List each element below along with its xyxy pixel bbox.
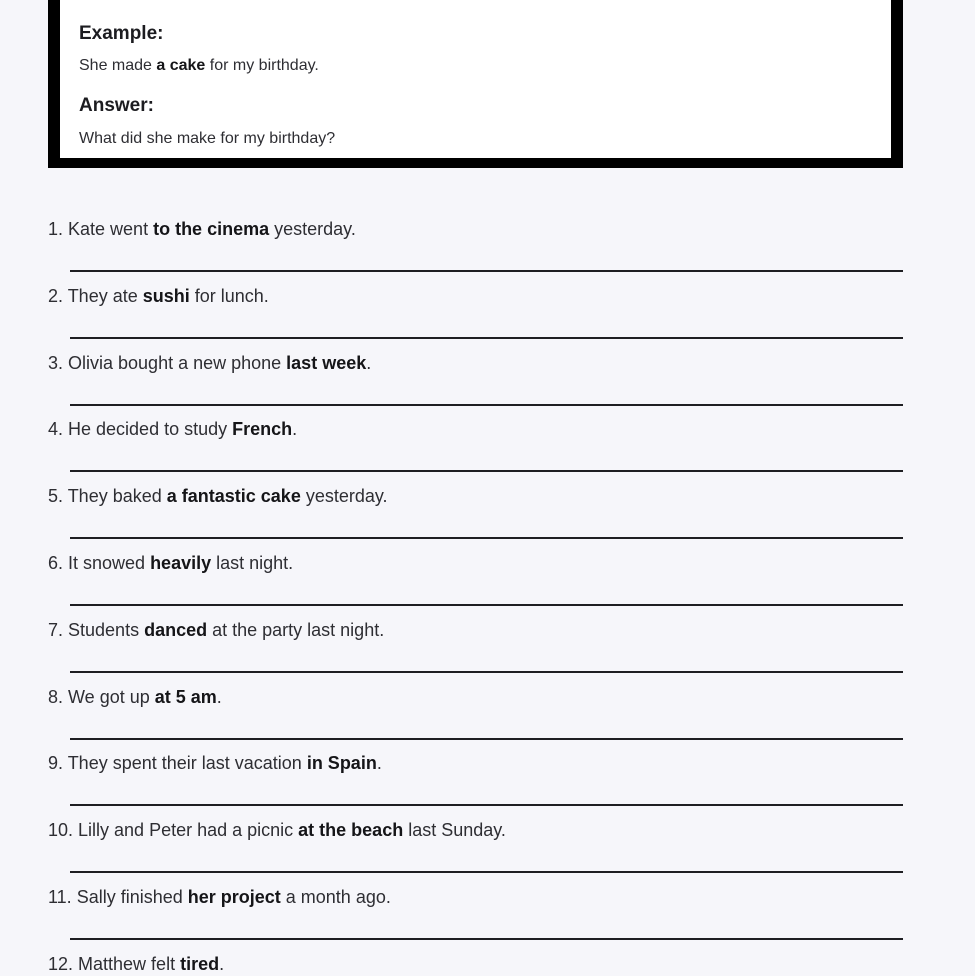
bold-phrase: at the beach — [298, 820, 404, 840]
question-1 — [48, 218, 356, 240]
question-text — [68, 553, 293, 573]
text-segment: We got up — [68, 687, 155, 707]
answer-line-4[interactable] — [70, 470, 903, 472]
question-text — [78, 954, 224, 974]
question-number: 4. — [48, 419, 69, 439]
question-2 — [48, 285, 269, 307]
example-heading: Example: — [79, 23, 164, 44]
text-segment: He decided to study — [68, 419, 233, 439]
text-segment: . — [366, 353, 372, 373]
text-segment: Students — [68, 620, 145, 640]
text-segment: . — [216, 687, 222, 707]
bold-phrase: at 5 am — [154, 687, 217, 707]
text-segment: at the party last night. — [207, 620, 385, 640]
text-segment: . — [292, 419, 298, 439]
bold-phrase: last week — [286, 353, 367, 373]
text-segment: Kate went — [68, 219, 154, 239]
answer-line-9[interactable] — [70, 804, 903, 806]
example-inner — [60, 0, 891, 158]
bold-phrase: French — [232, 419, 293, 439]
bold-phrase: her project — [187, 887, 281, 907]
question-text — [68, 486, 388, 506]
bold-phrase: sushi — [142, 286, 190, 306]
question-9 — [48, 752, 382, 774]
question-3 — [48, 352, 371, 374]
text-segment: They ate — [67, 286, 143, 306]
question-text — [77, 887, 391, 907]
question-number: 12. — [48, 954, 79, 974]
question-number: 9. — [48, 753, 68, 773]
answer-line-8[interactable] — [70, 738, 903, 740]
answer-line-3[interactable] — [70, 404, 903, 406]
question-10 — [48, 819, 506, 841]
question-text — [68, 687, 222, 707]
example-sentence — [79, 56, 873, 76]
question-number: 11. — [48, 887, 77, 907]
question-text — [68, 620, 384, 640]
bold-phrase: a fantastic cake — [166, 486, 301, 506]
question-text — [68, 219, 356, 239]
question-number: 1. — [48, 219, 69, 239]
text-segment: last Sunday. — [403, 820, 506, 840]
question-4 — [48, 418, 297, 440]
text-segment: yesterday. — [300, 486, 388, 506]
question-text — [78, 820, 506, 840]
question-number: 5. — [48, 486, 68, 506]
text-segment: for lunch. — [189, 286, 269, 306]
example-answer: What did she make for my birthday? — [79, 130, 336, 147]
question-6 — [48, 552, 293, 574]
bold-phrase: tired — [180, 954, 220, 974]
text-segment: Matthew felt — [78, 954, 181, 974]
question-number: 10. — [48, 820, 79, 840]
answer-line-5[interactable] — [70, 537, 903, 539]
text-segment: They baked — [67, 486, 167, 506]
question-8 — [48, 686, 222, 708]
text-segment: . — [219, 954, 225, 974]
text-segment: Lilly and Peter had a picnic — [78, 820, 299, 840]
text-segment: Olivia bought a new phone — [68, 353, 287, 373]
question-text — [68, 753, 382, 773]
bold-phrase: a cake — [156, 57, 206, 74]
answer-line-6[interactable] — [70, 604, 903, 606]
bold-phrase: in Spain — [306, 753, 377, 773]
question-5 — [48, 485, 388, 507]
bold-phrase: heavily — [150, 553, 212, 573]
question-text — [68, 419, 297, 439]
answer-line-11[interactable] — [70, 938, 903, 940]
question-text — [68, 353, 371, 373]
example-box — [48, 0, 903, 168]
answer-line-1[interactable] — [70, 270, 903, 272]
question-text — [68, 286, 269, 306]
text-segment: . — [376, 753, 382, 773]
question-number: 7. — [48, 620, 69, 640]
answer-heading: Answer: — [79, 95, 154, 116]
answer-line-10[interactable] — [70, 871, 903, 873]
text-segment: Sally finished — [76, 887, 188, 907]
bold-phrase: to the cinema — [153, 219, 270, 239]
text-segment: She made — [79, 57, 157, 74]
text-segment: They spent their last vacation — [67, 753, 307, 773]
text-segment: last night. — [211, 553, 294, 573]
text-segment: a month ago. — [280, 887, 391, 907]
text-segment: for my birthday. — [205, 57, 319, 74]
question-number: 3. — [48, 353, 69, 373]
text-segment: It snowed — [68, 553, 151, 573]
question-7 — [48, 619, 384, 641]
question-number: 6. — [48, 553, 69, 573]
question-number: 2. — [48, 286, 68, 306]
question-number: 8. — [48, 687, 69, 707]
question-12 — [48, 953, 224, 975]
text-segment: yesterday. — [269, 219, 356, 239]
bold-phrase: danced — [144, 620, 208, 640]
question-11 — [48, 886, 391, 908]
answer-line-7[interactable] — [70, 671, 903, 673]
answer-line-2[interactable] — [70, 337, 903, 339]
